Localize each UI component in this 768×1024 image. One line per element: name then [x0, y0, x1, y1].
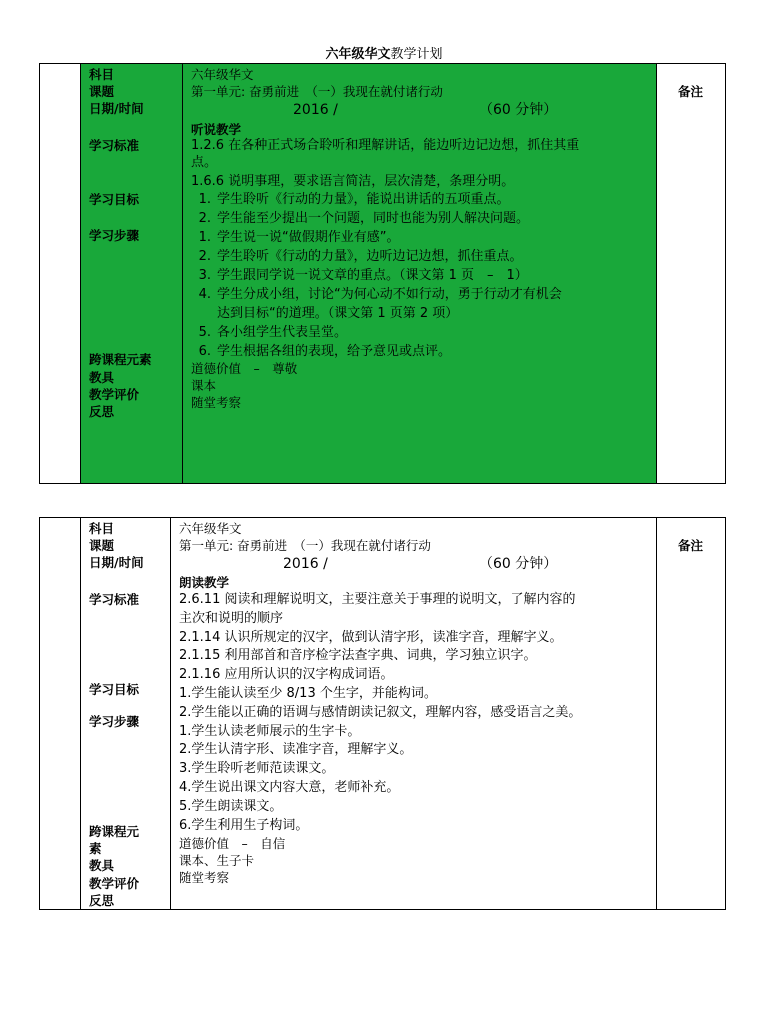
label-steps: 学习步骤	[89, 228, 140, 243]
list-item-number: 2.	[198, 249, 211, 264]
list-item	[191, 344, 451, 360]
content-line: 1.学生认读老师展示的生字卡。	[179, 723, 361, 739]
skill-heading: 朗读教学	[179, 575, 230, 590]
content-line: 2.学生能以正确的语调与感情朗读记叙文，理解内容，感受语言之美。	[179, 704, 582, 720]
subject-value: 六年级华文	[179, 521, 242, 536]
label-column	[80, 64, 182, 483]
standard-1-line-1: 1.2.6 在各种正式场合聆听和理解讲话，能边听边记边想，抓住其重	[191, 138, 580, 153]
tools-value: 课本	[191, 378, 217, 393]
list-item	[191, 192, 510, 208]
margin-column	[40, 518, 80, 909]
topic-value: 第一单元: 奋勇前进 （一）我现在就付诸行动	[179, 538, 431, 553]
list-item-number: 3.	[198, 268, 211, 283]
content-line: 主次和说明的顺序	[179, 610, 284, 626]
cross-curricular-value: 道德价值 – 自信	[179, 836, 286, 851]
lesson-plan-table-2	[39, 517, 726, 910]
list-item-text: 学生能至少提出一个问题，同时也能为别人解决问题。	[217, 211, 530, 226]
label-standard: 学习标准	[89, 138, 140, 153]
content-line: 2.1.14 认识所规定的汉字，做到认清字形，读准字音，理解字义。	[179, 629, 563, 645]
label-tools: 教具	[89, 370, 115, 385]
list-item-number: 1.	[198, 230, 211, 245]
year-value: 2016 /	[293, 102, 338, 118]
label-cross-curricular-line-1: 跨课程元	[89, 824, 140, 839]
label-cross-curricular: 跨课程元素	[89, 352, 152, 367]
label-datetime: 日期/时间	[89, 555, 144, 570]
list-item-text: 学生说一说“做假期作业有感”。	[217, 230, 400, 245]
list-item-text: 各小组学生代表呈堂。	[217, 325, 348, 340]
list-item-number: 5.	[198, 325, 211, 340]
list-item-text: 达到目标“的道理。（课文第 1 页第 2 项）	[217, 306, 459, 321]
list-item-text: 学生聆听《行动的力量》，边听边记边想，抓住重点。	[217, 249, 523, 264]
label-tools: 教具	[89, 858, 115, 873]
remark-column	[656, 64, 725, 483]
content-line: 4.学生说出课文内容大意，老师补充。	[179, 780, 400, 795]
list-item-text: 学生聆听《行动的力量》，能说出讲话的五项重点。	[217, 192, 510, 207]
label-subject: 科目	[89, 67, 115, 82]
list-item-number: 2.	[198, 211, 211, 226]
cross-curricular-value: 道德价值 – 尊敬	[191, 361, 298, 376]
content-line: 3.学生聆听老师范读课文。	[179, 761, 335, 777]
remark-label: 备注	[678, 538, 704, 553]
year-value: 2016 /	[283, 556, 328, 572]
label-objective: 学习目标	[89, 192, 140, 207]
duration-value: （60 分钟）	[479, 556, 558, 572]
label-steps: 学习步骤	[89, 714, 140, 729]
content-line: 2.6.11 阅读和理解说明文，主要注意关于事理的说明文，了解内容的	[179, 592, 576, 607]
label-column	[80, 518, 170, 909]
content-line: 5.学生朗读课文。	[179, 798, 283, 814]
list-item	[191, 211, 529, 227]
label-topic: 课题	[89, 538, 115, 553]
assessment-value: 随堂考察	[179, 870, 230, 885]
content-line: 2.1.15 利用部首和音序检字法查字典、词典，学习独立识字。	[179, 648, 537, 664]
label-reflection: 反思	[89, 404, 115, 419]
list-item-text: 学生根据各组的表现，给予意见或点评。	[217, 344, 452, 359]
list-item-text: 学生分成小组，讨论“为何心动不如行动，勇于行动才有机会	[217, 287, 562, 302]
remark-label: 备注	[678, 84, 704, 99]
label-assessment: 教学评价	[89, 876, 140, 891]
standard-1-line-2: 点。	[191, 155, 218, 170]
remark-column	[656, 518, 725, 909]
content-line: 2.学生认清字形、读准字音，理解字义。	[179, 742, 413, 758]
label-topic: 课题	[89, 84, 115, 99]
assessment-value: 随堂考察	[191, 395, 242, 410]
list-item	[191, 287, 562, 303]
label-datetime: 日期/时间	[89, 101, 144, 116]
tools-value: 课本、生子卡	[179, 853, 255, 868]
list-item	[191, 268, 528, 284]
list-item	[191, 230, 399, 246]
list-item	[191, 325, 347, 341]
label-standard: 学习标准	[89, 592, 140, 607]
margin-column	[40, 64, 80, 483]
content-line: 6.学生利用生子构词。	[179, 817, 309, 833]
content-column	[182, 64, 656, 483]
label-cross-curricular-line-2: 素	[89, 841, 102, 856]
label-subject: 科目	[89, 521, 115, 536]
list-item-number: 1.	[198, 192, 211, 207]
duration-value: （60 分钟）	[479, 102, 558, 118]
list-item-number: 4.	[198, 287, 211, 302]
document-title-bold: 六年级华文	[325, 47, 391, 62]
list-item-text: 学生跟同学说一说文章的重点。（课文第 1 页 – 1）	[217, 268, 528, 283]
lesson-plan-table-1	[39, 63, 726, 484]
list-item	[191, 249, 523, 265]
list-item	[191, 306, 458, 322]
topic-value: 第一单元: 奋勇前进 （一）我现在就付诸行动	[191, 84, 443, 99]
label-objective: 学习目标	[89, 682, 140, 697]
standard-2: 1.6.6 说明事理，要求语言简洁，层次清楚，条理分明。	[191, 174, 515, 189]
skill-heading: 听说教学	[191, 122, 242, 137]
content-column	[170, 518, 656, 909]
document-title	[0, 47, 768, 63]
label-assessment: 教学评价	[89, 387, 140, 402]
document-title-rest: 教学计划	[390, 47, 443, 62]
content-line: 2.1.16 应用所认识的汉字构成词语。	[179, 667, 394, 683]
label-reflection: 反思	[89, 893, 115, 908]
content-line: 1.学生能认读至少 8/13 个生字，并能构词。	[179, 686, 437, 701]
list-item-number: 6.	[198, 344, 211, 359]
subject-value: 六年级华文	[191, 67, 254, 82]
